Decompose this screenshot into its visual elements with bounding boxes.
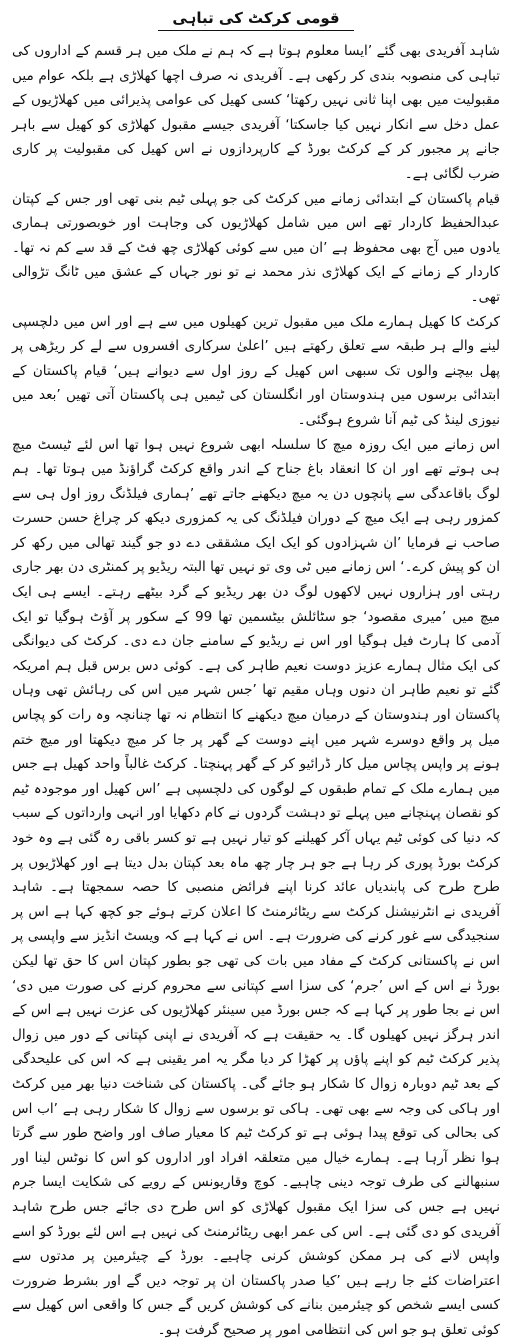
- article-title: قومی کرکٹ کی تباہی: [12, 8, 500, 28]
- article-paragraph: کرکٹ کا کھیل ہمارے ملک میں مقبول ترین کھیلوں میں سے ہے اور اس میں دلچسپی لینے والے ہر طبقہ سے تعلق رکھتے ہیں ’اعلیٰ سرکاری افسروں سے لے کر ریڑھی پر پھل بیچنے والوں تک سبھی اس کھیل کے روز اول سے دیوانے ہیں‘ قیام پاکستان کے ابتدائی برسوں میں ہندوستان اور انگلستان کی ٹیمیں ہی پاکستان آتی تھیں ’بعد میں نیوزی لینڈ کی ٹیم آنا شروع ہوگئی۔: [12, 310, 500, 433]
- article-body: [12, 39, 500, 1342]
- article-paragraph: اس زمانے میں ایک روزہ میچ کا سلسلہ ابھی شروع نہیں ہوا تھا اس لئے ٹیسٹ میچ ہی ہوتے تھے اور ان کا انعقاد باغ جناح کے اندر واقع کرکٹ گراؤنڈ میں ہوتا تھا۔ ہم لوگ باقاعدگی سے پانچوں دن یہ میچ دیکھنے جاتے تھے ’ہماری فیلڈنگ روز اول ہی سے کمزور رہی ہے ایک میچ کے دوران فیلڈنگ کی یہ کمزوری دیکھ کر چراغ حسن حسرت صاحب نے فرمایا ’ان شہزادوں کو ایک ایک مشققی دے دو جو گیند تھالی میں رکھ کر ان کو پیش کرے۔‘ اس زمانے میں ٹی وی تو نہیں تھا البتہ ریڈیو پر کمنٹری دن بھر جاری رہتی اور ہزاروں نہیں لاکھوں لوگ دن بھر ریڈیو کے گرد بیٹھے رہتے۔ ایسے ہی ایک میچ میں ’میری مقصود‘ جو سٹائلش بیٹسمین تھا 99 کے سکور پر آؤٹ ہوگیا تو ایک آدمی کا ہارٹ فیل ہوگیا اور اس نے ریڈیو کے سامنے جان دے دی۔ کرکٹ کی دیوانگی کی ایک مثال ہمارے عزیز دوست نعیم طاہر کی ہے۔ کوئی دس برس قبل ہم امریکہ گئے تو نعیم طاہر ان دنوں وہاں مقیم تھا ’جس شہر میں اس کی رہائش تھی وہاں پاکستان اور ہندوستان کے درمیان میچ دیکھنے کا انتظام نہ تھا چنانچہ وہ رات کو پچاس میل پر واقع دوسرے شہر میں اپنے دوست کے گھر پر جا کر میچ دیکھتا اور میچ ختم ہونے پر واپس پچاس میل کار ڈرائیو کر کے گھر پہنچتا۔ کرکٹ غالباً واحد کھیل ہے جس میں ہمارے ملک کے تمام طبقوں کے لوگوں کی دلچسپی ہے ’اس کھیل اور موجودہ ٹیم کو نقصان پہنچانے میں پہلے تو دہشت گردوں نے کام دکھایا اور انہی وارداتوں کے سبب کہ دنیا کی کوئی ٹیم یہاں آکر کھیلنے کو تیار نہیں ہے تو کسر باقی رہ گئی ہے وہ خود کرکٹ بورڈ پوری کر رہا ہے جو ہر چار چھ ماہ بعد کپتان بدل دیتا ہے اور کھلاڑیوں پر طرح طرح کی پابندیاں عائد کرنا اپنے فرائض منصبی کا حصہ سمجھتا ہے۔ شاہد آفریدی نے انٹرنیشنل کرکٹ سے ریٹائرمنٹ کا اعلان کرتے ہوئے جو کچھ کہا ہے اس پر سنجیدگی سے غور کرنے کی ضرورت ہے۔ اس نے کہا ہے کہ ویسٹ انڈیز سے واپسی پر اس نے پاکستانی کرکٹ کے مفاد میں بات کی تھی جو بطور کپتان اس کا حق تھا لیکن بورڈ نے اس کے اس ’جرم‘ کی سزا اسے کپتانی سے محروم کرنے کی صورت میں دی‘ اس نے بجا طور پر کہا ہے کہ جس بورڈ میں سینئر کھلاڑیوں کی عزت نہیں ہے اس کے اندر ہرگز نہیں کھیلوں گا۔ یہ حقیقت ہے کہ آفریدی نے اپنی کپتانی کے دور میں زوال پذیر کرکٹ ٹیم کو اپنے پاؤں پر کھڑا کر دیا مگر یہ امر یقینی ہے کہ اس کی علیحدگی کے بعد ٹیم دوبارہ زوال کا شکار ہو جائے گی۔ پاکستان کی شناخت دنیا بھر میں کرکٹ اور ہاکی کی وجہ سے بھی تھی۔ ہاکی تو برسوں سے زوال کا شکار رہی ہے ’اب اس کی بحالی کی توقع پیدا ہوئی ہے تو کرکٹ ٹیم کا معیار صاف اور واضح طور سے گرتا ہوا نظر آرہا ہے۔ ہمارے خیال میں متعلقہ افراد اور اداروں کو اس کا نوٹس لینا اور سنبھالنے کی طرف توجہ دینی چاہیے۔ کوچ وقاریونس کے رویے کی شکایت ایسا جرم نہیں ہے جس کی سزا ایک مقبول کھلاڑی کو اس طرح دی جائے جس طرح شاہد آفریدی کو دی گئی ہے۔ اس کی عمر ابھی ریٹائرمنٹ کی نہیں ہے اس لئے بورڈ کو اسے واپس لانے کی ہر ممکن کوشش کرنی چاہیے۔ بورڈ کے چیئرمین پر مدتوں سے اعتراضات کئے جا رہے ہیں ’کیا صدر پاکستان ان پر توجہ دیں گے اور بشرط ضرورت کسی ایسے شخص کو چیئرمین بنانے کی کوشش کریں گے جس کا واقعی اس کھیل سے کوئی تعلق ہو جو اس کی انتظامی امور پر صحیح گرفت ہو۔: [12, 433, 500, 1342]
- title-underline: [158, 30, 354, 31]
- article-paragraph: شاہد آفریدی بھی گئے ’ایسا معلوم ہوتا ہے کہ ہم نے ملک میں ہر قسم کے اداروں کی تباہی کی منصوبہ بندی کر رکھی ہے۔ آفریدی نہ صرف اچھا کھلاڑی ہے بلکہ عوام میں مقبولیت میں بھی اپنا ثانی نہیں رکھتا‘ کسی کھیل کی عوامی پذیرائی میں کھلاڑیوں کے عمل دخل سے انکار نہیں کیا جاسکتا‘ آفریدی جیسے مقبول کھلاڑی کو کھیل سے باہر جانے پر مجبور کر کے کرکٹ بورڈ کے کارپردازوں نے اس کھیل کی مقبولیت پر کاری ضرب لگائی ہے۔: [12, 39, 500, 187]
- article-paragraph: قیام پاکستان کے ابتدائی زمانے میں کرکٹ کی جو پہلی ٹیم بنی تھی اور جس کے کپتان عبدالحفیظ کاردار تھے اس میں شامل کھلاڑیوں کی وجاہت اور خوبصورتی ہماری یادوں میں آج بھی محفوظ ہے ’ان میں سے کوئی کھلاڑی چھ فٹ کے قد سے کم نہ تھا۔ کاردار کے زمانے کے ایک کھلاڑی نذر محمد نے تو نور جہاں کے عشق میں ٹانگ تڑوالی تھی۔: [12, 187, 500, 310]
